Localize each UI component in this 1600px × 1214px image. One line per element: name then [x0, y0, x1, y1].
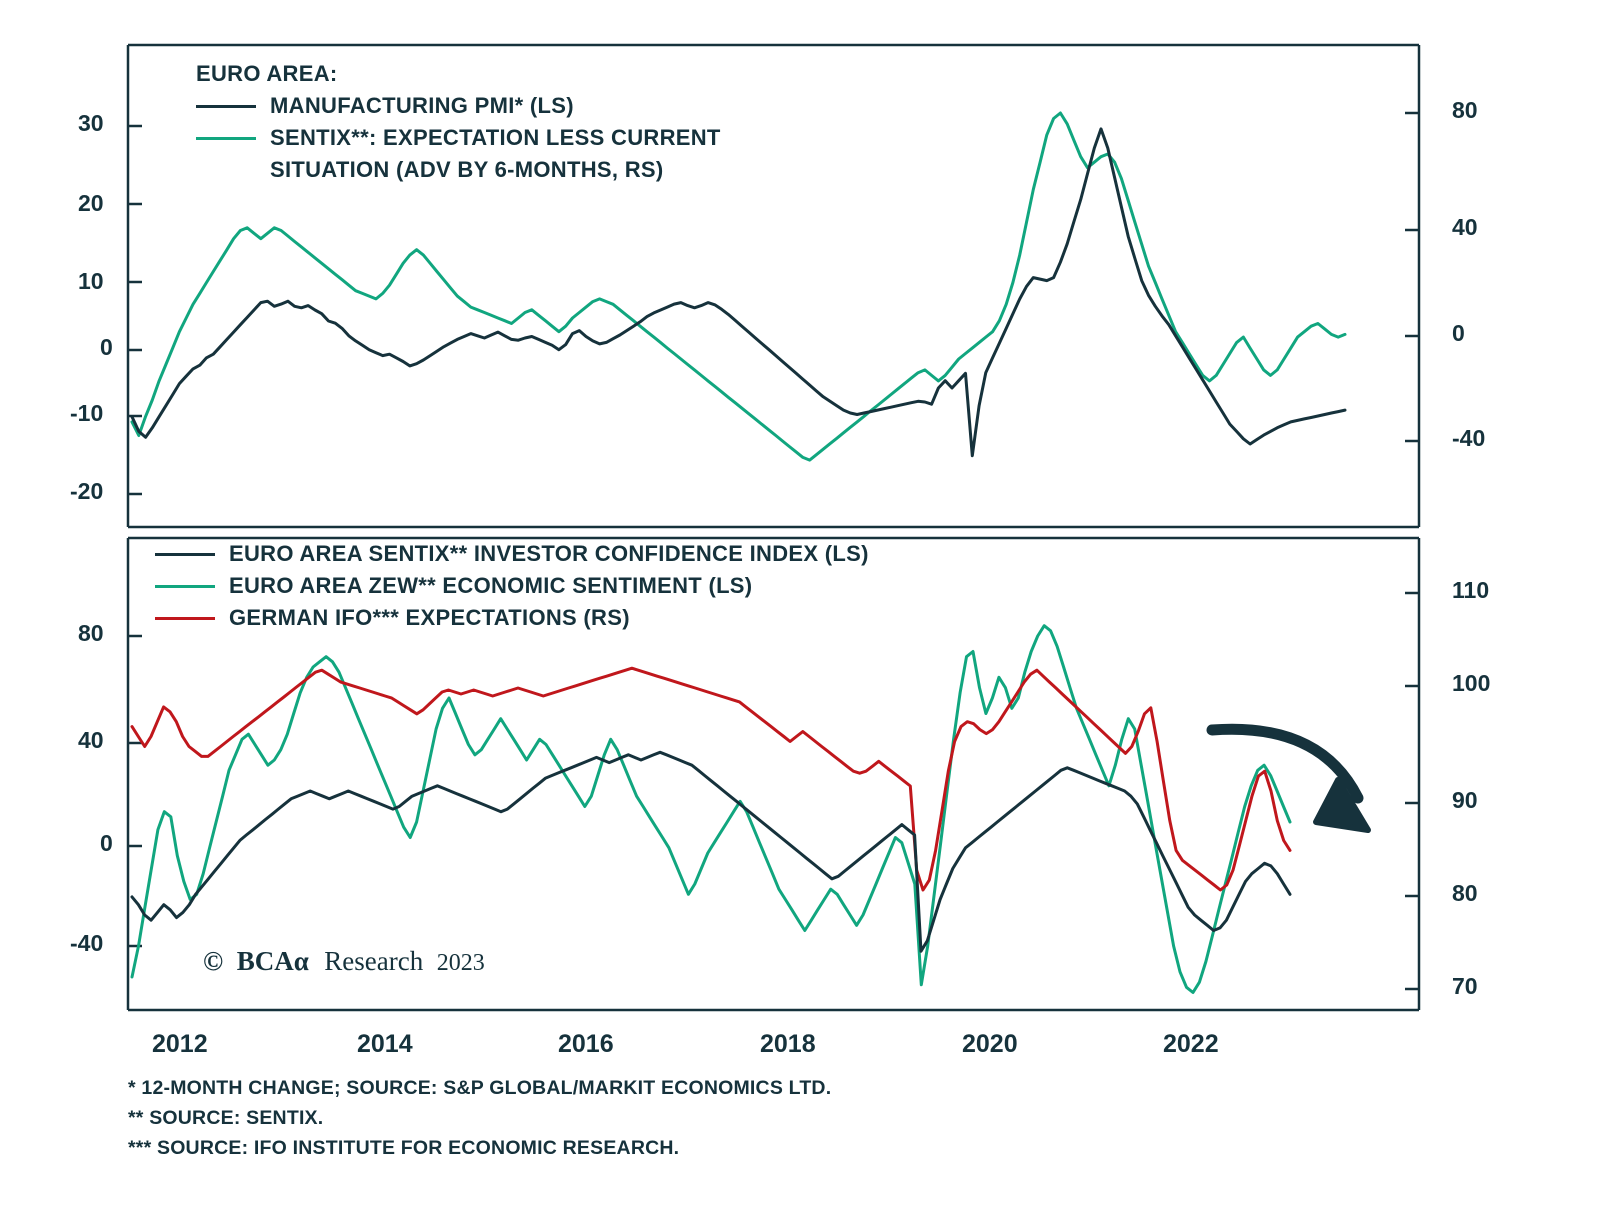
- brand-research: Research: [324, 946, 424, 976]
- x-tick-2012: 2012: [152, 1030, 208, 1058]
- axis-tick: 20: [78, 190, 104, 216]
- legend-label: SITUATION (ADV BY 6-MONTHS, RS): [270, 157, 664, 182]
- legend-item-german-ifo-expectations: [155, 602, 869, 634]
- legend-label: SENTIX**: EXPECTATION LESS CURRENT: [270, 125, 721, 150]
- axis-tick: 110: [1452, 577, 1490, 603]
- legend-item-sentix-expectation: [196, 122, 721, 154]
- footnote-2: ** SOURCE: SENTIX.: [128, 1107, 324, 1129]
- axis-tick: 90: [1452, 787, 1478, 813]
- legend-label: EURO AREA SENTIX** INVESTOR CONFIDENCE INDEX (LS): [229, 541, 869, 566]
- axis-tick: 0: [1452, 320, 1465, 346]
- line-swatch-icon: [196, 105, 256, 108]
- axis-tick: 30: [78, 110, 104, 136]
- axis-tick: 40: [78, 727, 104, 753]
- legend-item-sentix-expectation-cont: [196, 154, 721, 186]
- spacer-icon: [196, 169, 256, 172]
- axis-tick: 70: [1452, 973, 1478, 999]
- brand-name: BCA: [236, 946, 294, 976]
- axis-tick: -40: [70, 930, 104, 956]
- legend-header: [196, 58, 721, 90]
- footnotes: [128, 1073, 831, 1163]
- line-swatch-icon: [155, 617, 215, 620]
- legend-item-sentix-investor-confidence: [155, 538, 869, 570]
- line-swatch-icon: [155, 553, 215, 556]
- legend-label: EURO AREA ZEW** ECONOMIC SENTIMENT (LS): [229, 573, 753, 598]
- copyright-symbol: ©: [203, 946, 224, 976]
- axis-tick: 10: [78, 268, 104, 294]
- x-tick-2014: 2014: [357, 1030, 413, 1058]
- line-swatch-icon: [155, 585, 215, 588]
- axis-tick: 40: [1452, 214, 1478, 240]
- axis-tick: -10: [70, 400, 104, 426]
- footnote-1: * 12-MONTH CHANGE; SOURCE: S&P GLOBAL/MARKIT ECONOMICS LTD.: [128, 1077, 832, 1099]
- axis-tick: -40: [1452, 425, 1486, 451]
- top-legend: [196, 58, 721, 186]
- bottom-legend: [155, 538, 869, 634]
- trend-arrow-annotation: [1212, 729, 1368, 830]
- x-tick-2018: 2018: [760, 1030, 816, 1058]
- copyright: [203, 946, 485, 977]
- axis-tick: -20: [70, 478, 104, 504]
- x-tick-2016: 2016: [558, 1030, 614, 1058]
- legend-label: MANUFACTURING PMI* (LS): [270, 93, 574, 118]
- legend-label: GERMAN IFO*** EXPECTATIONS (RS): [229, 605, 630, 630]
- legend-item-manufacturing-pmi: [196, 90, 721, 122]
- axis-tick: 0: [100, 334, 113, 360]
- legend-item-zew-economic-sentiment: [155, 570, 869, 602]
- footnote-3: *** SOURCE: IFO INSTITUTE FOR ECONOMIC RESEARCH.: [128, 1137, 680, 1159]
- axis-tick: 80: [1452, 97, 1478, 123]
- axis-tick: 100: [1452, 670, 1491, 696]
- brand-alpha: α: [293, 946, 309, 976]
- axis-tick: 80: [1452, 880, 1478, 906]
- copyright-year: 2023: [436, 950, 485, 976]
- line-swatch-icon: [196, 137, 256, 140]
- x-tick-2022: 2022: [1163, 1030, 1219, 1058]
- legend-header-label: EURO AREA:: [196, 61, 338, 86]
- axis-tick: 80: [78, 620, 104, 646]
- x-tick-2020: 2020: [962, 1030, 1018, 1058]
- axis-tick: 0: [100, 830, 113, 856]
